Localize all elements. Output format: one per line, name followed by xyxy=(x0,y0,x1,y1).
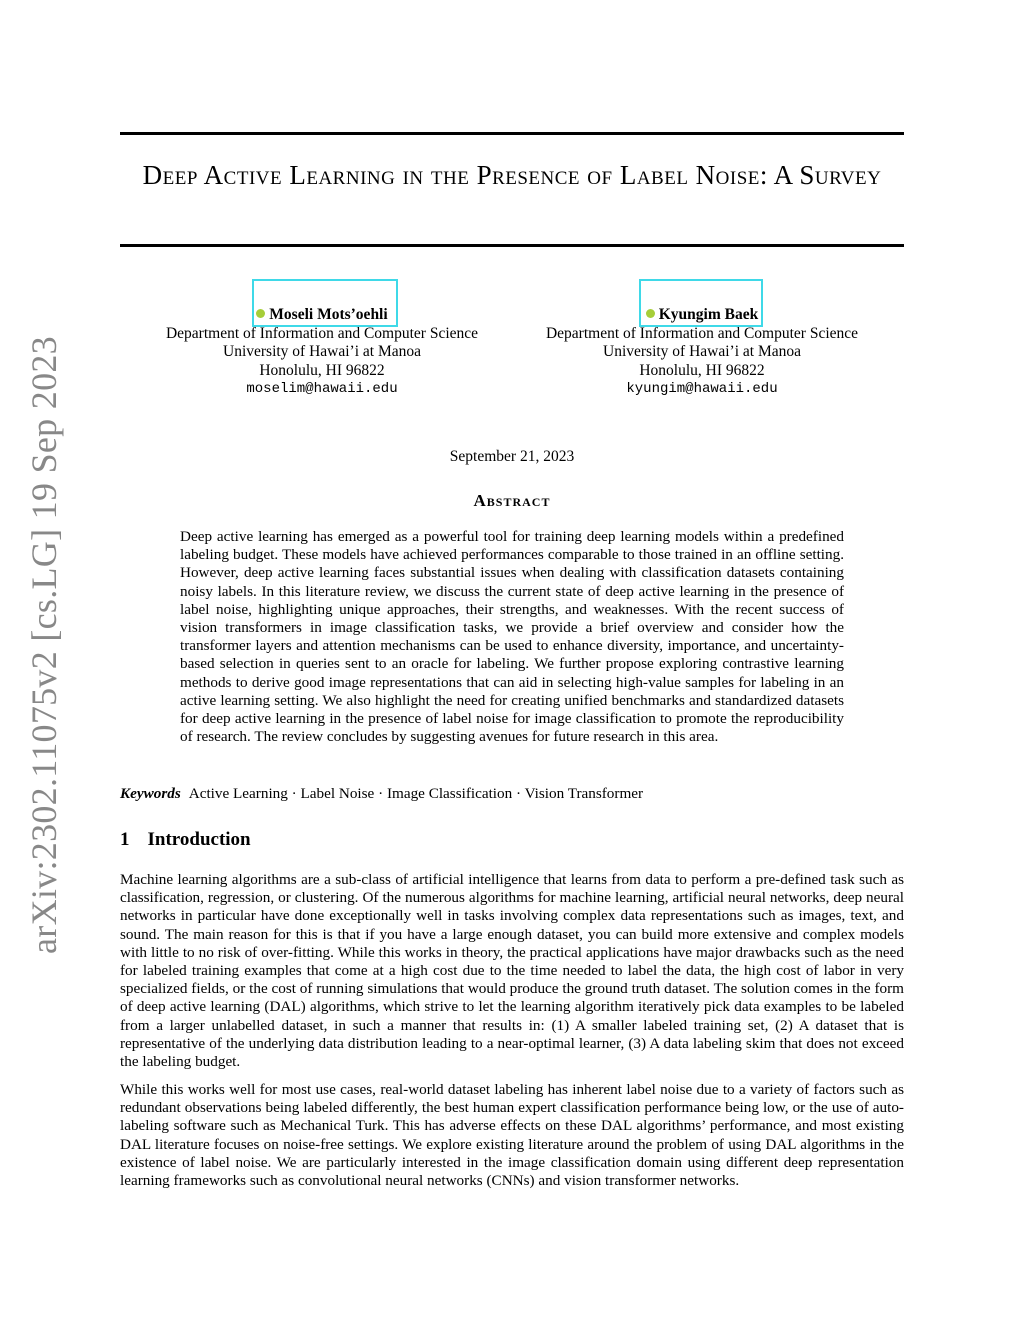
author-2-name[interactable]: Kyungim Baek xyxy=(658,306,759,323)
author-2-address: Honolulu, HI 96822 xyxy=(639,361,765,379)
author-2-university: University of Hawai’i at Manoa xyxy=(603,343,801,360)
author-1-university: University of Hawai’i at Manoa xyxy=(223,343,421,360)
author-1-department: Department of Information and Computer Science xyxy=(165,324,479,342)
author-block-2 xyxy=(512,306,892,399)
intro-paragraph-2: While this works well for most use cases, real-world dataset labeling has inherent label noise due to a variety of factors such as redundant observations being labeled differently, the best human expert classification performance being low, or the use of auto-labeling software such as Mechanical Turk. This has adverse effects on these DAL algorithms’ performance, and most existing DAL literature focuses on noise-free settings. We explore existing literature around the problem of using DAL algorithms in the existence of label noise. We are particularly interested in the image classification domain using different deep representation learning frameworks such as convolutional neural networks (CNNs) and vision transformer networks. xyxy=(120,1081,904,1190)
author-1-name[interactable]: Moseli Mots’oehli xyxy=(269,306,388,323)
author-2-department: Department of Information and Computer Science xyxy=(545,324,859,342)
section-heading-introduction xyxy=(120,829,251,851)
arxiv-identifier: arXiv:2302.11075v2 [cs.LG] 19 Sep 2023 xyxy=(24,336,64,954)
intro-paragraph-1: Machine learning algorithms are a sub-class of artificial intelligence that learns from data to perform a pre-defined task such as classification, regression, or clustering. Of the numerous algorithms for machine learning, artificial neural networks, deep neural networks in particular have done exceptionally well in tasks involving complex data representations such as images, text, and sound. The main reason for this is that if you have a large enough dataset, you can build more extensive and complex models with little to no risk of over-fitting. While this works in theory, the practical applications have major drawbacks such as the need for labeled training examples that come at a high cost due to the time needed to label the data, the high cost of labor in very specialized fields, or the cost of running simulations that would produce the ground truth dataset. The solution comes in the form of deep active learning (DAL) algorithms, which strive to let the learning algorithm iteratively pick data examples to be labeled from a larger unlabelled dataset, in such a manner that results in: (1) A smaller labeled training set, (2) A dataset that is representative of the underlying data distribution leading to a near-optimal learner, (3) A data labeling skim that does not exceed the labeling budget. xyxy=(120,871,904,1071)
keywords-list: Active Learning · Label Noise · Image Classification · Vision Transformer xyxy=(188,785,644,802)
author-1-address: Honolulu, HI 96822 xyxy=(259,361,385,379)
section-number: 1 xyxy=(120,829,130,850)
author-1-email[interactable]: moselim@hawaii.edu xyxy=(246,381,398,397)
paper-date: September 21, 2023 xyxy=(449,448,575,465)
title-rule-top xyxy=(120,132,904,135)
author-block-1 xyxy=(132,306,512,399)
abstract-text: Deep active learning has emerged as a powerful tool for training deep learning models within a predefined labeling budget. These models have achieved performances comparable to those trained in an offline setting. However, deep active learning faces substantial issues when dealing with classification datasets containing noisy labels. In this literature review, we discuss the current state of deep active learning in the presence of label noise, highlighting unique approaches, their strengths, and weaknesses. With the recent success of vision transformers in image classification tasks, we provide a brief overview and consider how the transformer layers and attention mechanisms can be used to enhance diversity, importance, and uncertainty-based selection in queries sent to an oracle for labeling. We further propose exploring contrastive learning methods to derive good image representations that can aid in selecting high-value samples for labeling in an active learning setting. We also highlight the need for creating unified benchmarks and standardized datasets for deep active learning in the presence of label noise for image classification to promote the reproducibility of research. The review concludes by suggesting avenues for future research in this area. xyxy=(180,528,844,746)
author-2-email[interactable]: kyungim@hawaii.edu xyxy=(626,381,778,397)
abstract-heading: Abstract xyxy=(473,491,551,510)
title-rule-bottom xyxy=(120,244,904,247)
paper-title: Deep Active Learning in the Presence of Label Noise: A Survey xyxy=(142,160,882,190)
keywords-line xyxy=(120,785,643,803)
section-title: Introduction xyxy=(147,829,251,850)
keywords-label: Keywords xyxy=(120,785,181,802)
